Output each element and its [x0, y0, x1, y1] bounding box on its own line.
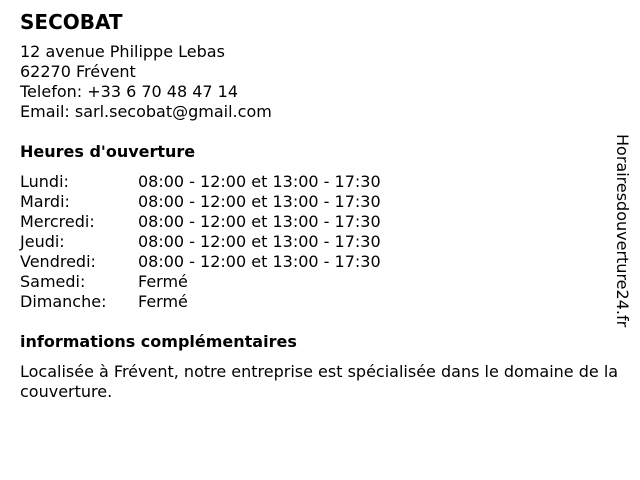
hours-day: Mercredi: — [20, 212, 95, 231]
hours-time: 08:00 - 12:00 et 13:00 - 17:30 — [138, 252, 381, 271]
hours-day: Mardi: — [20, 192, 70, 211]
hours-row — [20, 272, 620, 292]
hours-day: Lundi: — [20, 172, 69, 191]
hours-row — [20, 232, 620, 252]
hours-row — [20, 172, 620, 192]
hours-row — [20, 292, 620, 312]
address-line-1: 12 avenue Philippe Lebas — [20, 42, 225, 61]
hours-time: 08:00 - 12:00 et 13:00 - 17:30 — [138, 212, 381, 231]
business-name: SECOBAT — [20, 10, 123, 34]
hours-table — [20, 172, 620, 312]
info-heading: informations complémentaires — [20, 332, 297, 351]
phone-number: Telefon: +33 6 70 48 47 14 — [20, 82, 239, 101]
hours-time: 08:00 - 12:00 et 13:00 - 17:30 — [138, 192, 381, 211]
hours-row — [20, 192, 620, 212]
hours-time: 08:00 - 12:00 et 13:00 - 17:30 — [138, 232, 381, 251]
hours-time: Fermé — [138, 272, 188, 291]
hours-row — [20, 252, 620, 272]
hours-row — [20, 212, 620, 232]
address-line-2: 62270 Frévent — [20, 62, 136, 81]
info-text: Localisée à Frévent, notre entreprise est spécialisée dans le domaine de la couverture. — [20, 362, 619, 401]
business-card — [20, 10, 620, 402]
site-watermark: Horairesdouverture24.fr — [613, 134, 632, 328]
hours-day: Vendredi: — [20, 252, 96, 271]
hours-day: Jeudi: — [20, 232, 65, 251]
hours-time: 08:00 - 12:00 et 13:00 - 17:30 — [138, 172, 381, 191]
hours-heading: Heures d'ouverture — [20, 142, 196, 161]
hours-day: Dimanche: — [20, 292, 107, 311]
hours-time: Fermé — [138, 292, 188, 311]
hours-day: Samedi: — [20, 272, 86, 291]
email-address: Email: sarl.secobat@gmail.com — [20, 102, 272, 121]
